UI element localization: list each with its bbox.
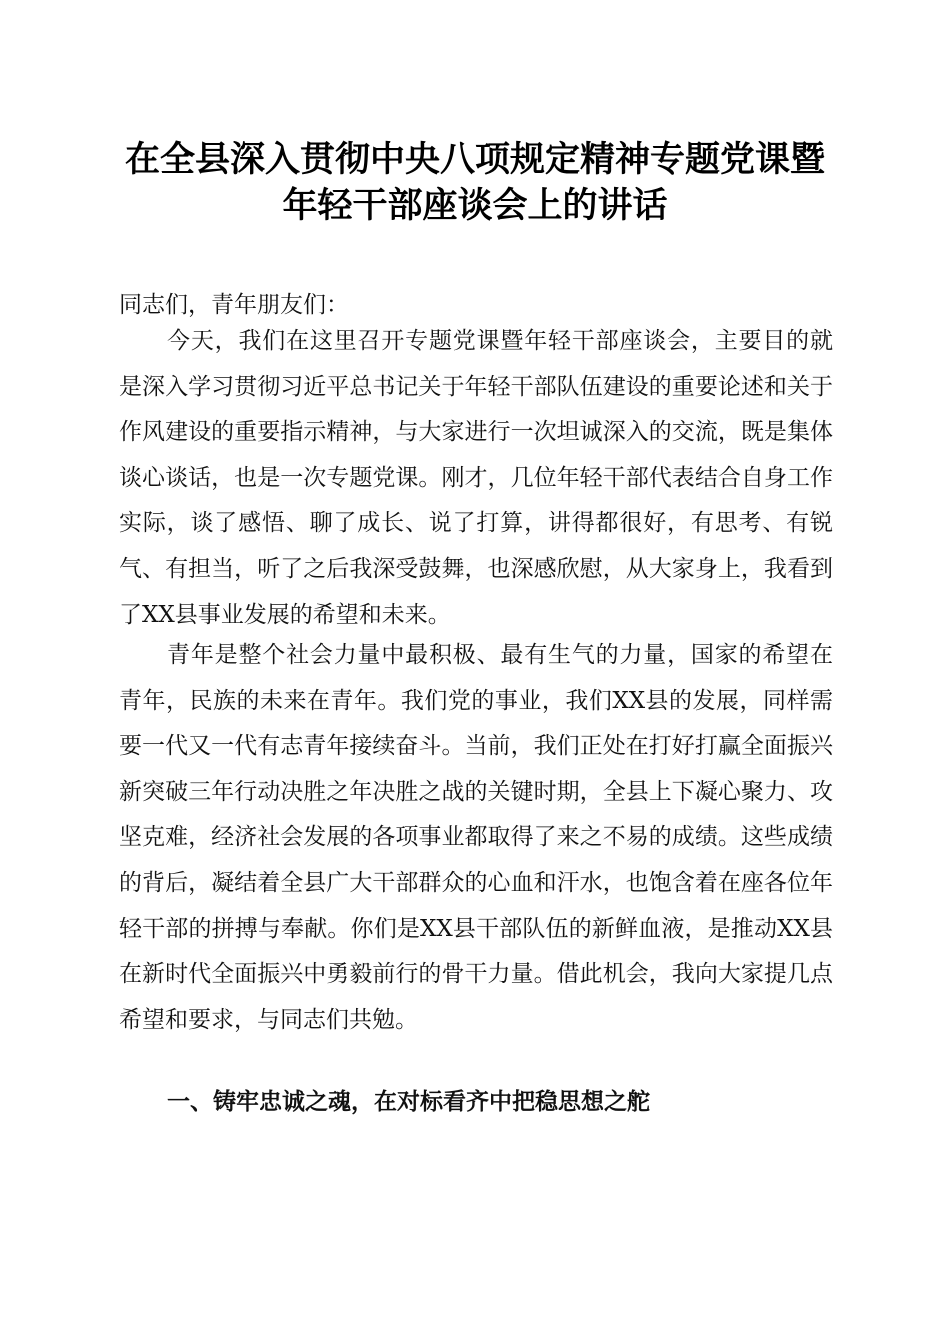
document-title-line-1: 在全县深入贯彻中央八项规定精神专题党课暨: [124, 139, 825, 180]
salutation: 同志们，青年朋友们：: [119, 292, 349, 318]
document-title-line-2: 年轻干部座谈会上的讲话: [282, 185, 668, 226]
paragraph-youth: 青年是整个社会力量中最积极、最有生气的力量，国家的希望在青年，民族的未来在青年。我们党的事业，我们XX县的发展，同样需要一代又一代有志青年接续奋斗。当前，我们正处在打好打赢全面振兴新突破三年行动决胜之年决胜之战的关键时期，全县上下凝心聚力、攻坚克难，经济社会发展的各项事业都取得了来之不易的成绩。这些成绩的背后，凝结着全县广大干部群众的心血和汗水，也饱含着在座各位年轻干部的拼搏与奉献。你们是XX县干部队伍的新鲜血液，是推动XX县在新时代全面振兴中勇毅前行的骨干力量。借此机会，我向大家提几点希望和要求，与同志们共勉。: [119, 642, 833, 1033]
section-heading: 一、铸牢忠诚之魂，在对标看齐中把稳思想之舵: [167, 1089, 650, 1115]
paragraph-opening: 今天，我们在这里召开专题党课暨年轻干部座谈会，主要目的就是深入学习贯彻习近平总书记关于年轻干部队伍建设的重要论述和关于作风建设的重要指示精神，与大家进行一次坦诚深入的交流，既是集体谈心谈话，也是一次专题党课。刚才，几位年轻干部代表结合自身工作实际，谈了感悟、聊了成长、说了打算，讲得都很好，有思考、有锐气、有担当，听了之后我深受鼓舞，也深感欣慰，从大家身上，我看到了XX县事业发展的希望和未来。: [119, 328, 833, 628]
